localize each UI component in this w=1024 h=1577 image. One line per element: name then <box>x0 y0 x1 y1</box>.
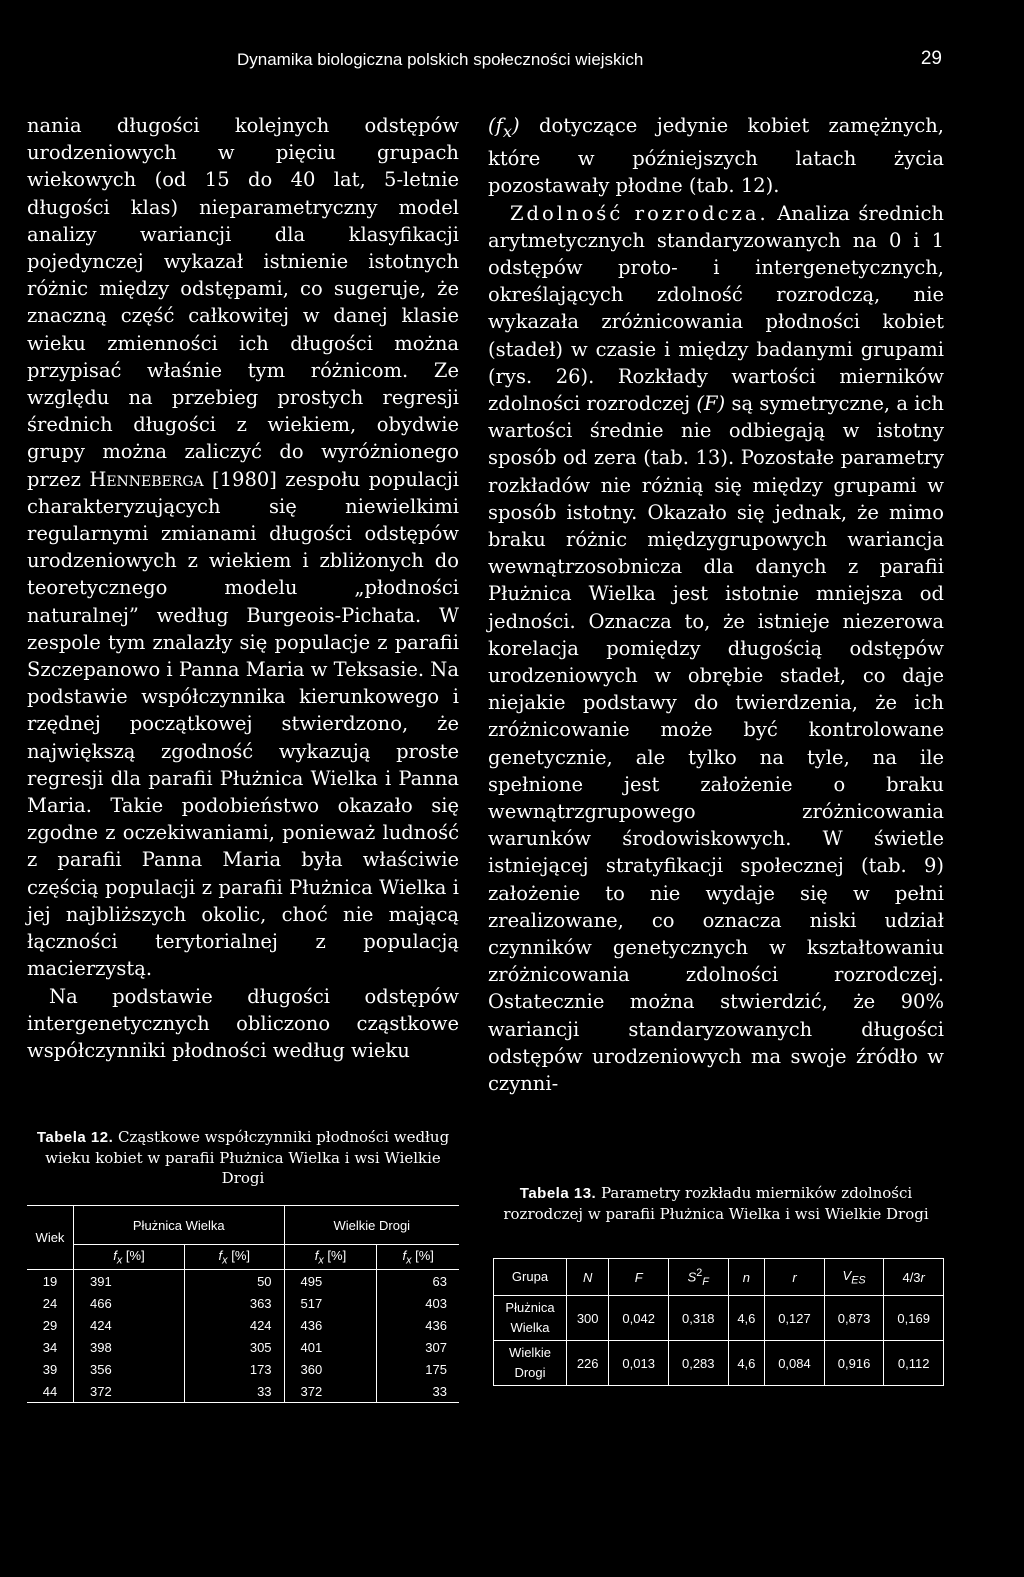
table12-caption-text: Cząstkowe współczynniki płodności według wieku kobiet w parafii Płużnica Wielka i wsi Wielkie Drogi <box>45 1128 450 1187</box>
left-paragraph-1-continued: [1980] zespołu populacji charakteryzujących się niewielkimi regularnymi zmianami długości odstępów urodzeniowych z wiekiem i zbliżonych do teoretycznego modelu „płodności naturalnej” według Burgeois-Pichata. W zespole tym znalazły się populacje z parafii Szczepanowo i Panna Maria w Teksasie. Na podstawie współczynnika kierunkowego i rzędnej początkowej stwierdzono, że największą zgodność wykazują proste regresji dla parafii Płużnica Wielka i Panna Maria. Takie podobieństwo okazało się zgodne z oczekiwaniami, ponieważ ludność z parafii Panna Maria była właściwie częścią populacji z parafii Płużnica Wielka i jej najbliższych okolic, choć nie mającą łączności terytorialnej z populacją macierzystą. <box>27 467 459 981</box>
left-column <box>27 112 459 1064</box>
table12-caption <box>27 1127 459 1188</box>
right-paragraph-2-text-b: są symetryczne, a ich wartości średnie nie odbiegają w istotny sposób od zera (tab. 13). Pozostałe parametry rozkładów nie różnią się między grupami w sposób istotny. Okazało się jednak, że mimo braku różnic międzygrupowych wariancja wewnątrzosobnicza dla danych z parafii Płużnica Wielka jest istotnie mniejsza od jedności. Oznacza to, że istnieje niezerowa korelacja pomiędzy długością odstępów urodzeniowych w obrębie stadeł, co daje niejakie podstawy do twierdzenia, że ich zróżnicowanie może być kontrolowane genetycznie, ale tylko na tyle, na ile spełnione jest założenie o braku wewnątrzgrupowego zróżnicowania warunków środowiskowych. W świetle istniejącej stratyfikacji społecznej (tab. 9) założenie to nie wydaje się w pełni zrealizowane, co oznacza niski udział czynników genetycznych w kształtowaniu zróżnicowania zdolności rozrodczej. Ostatecznie można stwierdzić, że 90% wariancji standaryzowanych długości odstępów urodzeniowych ma swoje źródło w czynni- <box>488 391 944 1095</box>
table12-row: 24 466 363 517 403 <box>27 1292 459 1314</box>
page-number: 29 <box>920 48 942 69</box>
right-paragraph-2 <box>488 200 944 1098</box>
table12 <box>27 1205 459 1403</box>
table13-header-variance: $S^2_F$ <box>668 1259 728 1296</box>
author-name: Henneberga <box>89 467 204 491</box>
table13-caption-lead: Tabela 13. <box>519 1185 597 1202</box>
table13-header-grupa: Grupa <box>494 1259 567 1296</box>
f-measure: (F) <box>696 391 726 415</box>
right-paragraph-1-text: dotyczące jedynie kobiet zamężnych, które w późniejszych latach życia pozostawały płodne (tab. 12). <box>488 114 944 198</box>
table12-row: 34 398 305 401 307 <box>27 1336 459 1358</box>
table12-subheader: $f_x$ [%] <box>185 1245 285 1270</box>
table12-header-group1: Płużnica Wielka <box>74 1206 285 1245</box>
fx-subscript: x <box>502 121 512 141</box>
right-paragraph-2-text-a: Analiza średnich arytmetycznych standaryzowanych na 0 i 1 odstępów proto- i intergenetycznych, określających zdolność rozrodczą, nie wykazała zróżnicowania płodności kobiet (stadeł) w czasie i między badanymi grupami (rys. 26). Rozkłady wartości mierników zdolności rozrodczej <box>488 201 944 415</box>
running-title: Dynamika biologiczna polskich społeczności wiejskich <box>237 50 644 69</box>
section-heading: Zdolność rozrodcza. <box>510 201 769 225</box>
table13-row: Płużnica Wielka 300 0,042 0,318 4,6 0,127 0,873 0,169 <box>494 1296 944 1341</box>
table13-header-ratio: 4/3r <box>884 1259 944 1296</box>
table13-caption <box>488 1183 944 1224</box>
left-paragraph-2: Na podstawie długości odstępów intergenetycznych obliczono cząstkowe współczynniki płodności według wieku <box>27 984 459 1062</box>
table12-row: 44 372 33 372 33 <box>27 1380 459 1403</box>
table12-row: 19 391 50 495 63 <box>27 1270 459 1293</box>
right-column <box>488 112 944 1097</box>
left-paragraph-1-text: nania długości kolejnych odstępów urodzeniowych w pięciu grupach wiekowych (od 15 do 40 lat, 5-letnie długości klas) nieparametryczny model analizy wariancji dla klasyfikacji pojedynczej wykazał istnienie istotnych różnic między odstępami, co sugeruje, że znaczną część całkowitej w danej klasie wieku zmienności ich długości można przypisać właśnie tym różnicom. Ze względu na przebieg prostych regresji średnich długości z wiekiem, obydwie grupy można zaliczyć do wyróżnionego przez <box>27 114 459 491</box>
table13-header-n: n <box>728 1259 765 1296</box>
left-paragraph-1 <box>27 112 459 983</box>
table13-row: Wielkie Drogi 226 0,013 0,283 4,6 0,084 0,916 0,112 <box>494 1341 944 1386</box>
table13-caption-text: Parametry rozkładu mierników zdolności rozrodczej w parafii Płużnica Wielka i wsi Wielkie Drogi <box>503 1184 929 1223</box>
running-header <box>0 44 1024 74</box>
table12-subheader: $f_x$ [%] <box>284 1245 377 1270</box>
table12-row: 39 356 173 360 175 <box>27 1358 459 1380</box>
table12-header-wiek: Wiek <box>27 1206 74 1270</box>
table12-row: 29 424 424 436 436 <box>27 1314 459 1336</box>
right-paragraph-1 <box>488 112 944 200</box>
table12-header-group2: Wielkie Drogi <box>284 1206 459 1245</box>
table13-header-ves: $V_{ES}$ <box>824 1259 884 1296</box>
table12-caption-lead: Tabela 12. <box>36 1129 114 1146</box>
table13-header-N: N <box>567 1259 609 1296</box>
table13 <box>493 1258 944 1386</box>
table12-subheader: $f_x$ [%] <box>74 1245 185 1270</box>
table12-subheader: $f_x$ [%] <box>377 1245 459 1270</box>
table13-header-F: F <box>609 1259 669 1296</box>
fx-open: (f <box>488 114 503 137</box>
table13-header-r: r <box>765 1259 825 1296</box>
fx-close: ) <box>512 114 520 137</box>
